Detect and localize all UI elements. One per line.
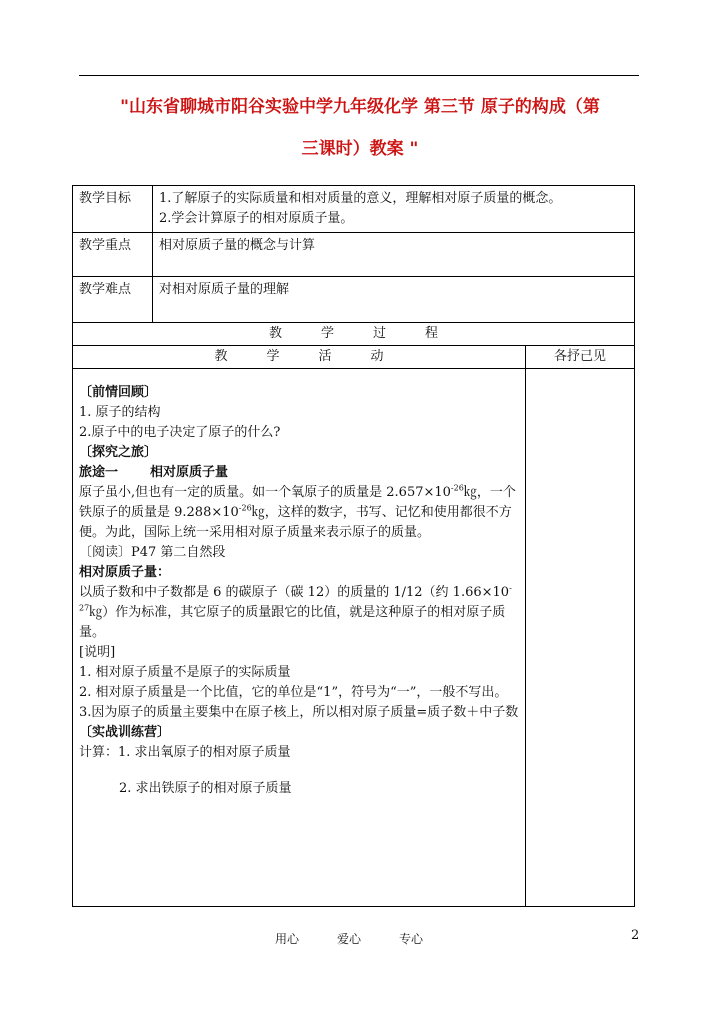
goal-item-2: 2.学会计算原子的相对原质子量。 bbox=[159, 211, 354, 226]
goal-content bbox=[153, 186, 635, 233]
calc-item-2: 2. 求出铁原子的相对原子质量 bbox=[119, 781, 292, 796]
key-row bbox=[73, 233, 635, 277]
activity-header: 教 学 活 动 bbox=[73, 346, 526, 369]
review-item-2: 2.原子中的电子决定了原子的什么? bbox=[79, 425, 281, 440]
practice-heading: 〔实战训练营〕 bbox=[79, 725, 171, 740]
lesson-plan-table bbox=[72, 185, 635, 907]
goal-item-1: 1.了解原子的实际质量和相对质量的意义，理解相对原子质量的概念。 bbox=[159, 191, 562, 206]
definition-heading: 相对原质子量： bbox=[79, 565, 171, 580]
note-item-3: 3.因为原子的质量主要集中在原子核上，所以相对原子质量=质子数＋中子数 bbox=[79, 705, 519, 720]
goal-row bbox=[73, 186, 635, 233]
key-content: 相对原质子量的概念与计算 bbox=[153, 233, 635, 277]
activity-header-row bbox=[73, 346, 635, 369]
mass-paragraph: 原子虽小,但也有一定的质量。如一个氧原子的质量是 $2.657\times 10^{-26}㎏$，一个铁原子的质量是 $9.288\times 10^{-26}㎏$，这样的数字，书写、记忆和使用都很不方便。为此，国际上统一采用相对原子质量来表示原子的质量。 bbox=[79, 483, 516, 540]
opinion-content bbox=[526, 369, 635, 907]
definition-paragraph: 以质子数和中子数都是 6 的碳原子（碳 12）的质量的 1/12（约 $1.66\times 10^{-27}㎏$）作为标准，其它原子的质量跟它的比值，就是这种原子的相对原子质量。 bbox=[79, 583, 512, 640]
goal-label: 教学目标 bbox=[73, 186, 153, 233]
process-header-row bbox=[73, 323, 635, 346]
document-title-line-1: "山东省聊城市阳谷实验中学九年级化学 第三节 原子的构成（第 bbox=[120, 97, 600, 117]
calc-item-1: 计算：1. 求出氧原子的相对原子质量 bbox=[79, 745, 291, 760]
explore-heading: 〔探究之旅〕 bbox=[79, 445, 158, 460]
document-title-line-2: 三课时）教案 " bbox=[301, 139, 419, 159]
difficulty-row bbox=[73, 277, 635, 323]
review-item-1: 1. 原子的结构 bbox=[79, 405, 161, 420]
opinion-header: 各抒己见 bbox=[526, 346, 635, 369]
activity-content bbox=[73, 369, 526, 907]
difficulty-label: 教学难点 bbox=[73, 277, 153, 323]
key-label: 教学重点 bbox=[73, 233, 153, 277]
difficulty-content: 对相对原质子量的理解 bbox=[153, 277, 635, 323]
content-row bbox=[73, 369, 635, 907]
process-header: 教 学 过 程 bbox=[73, 323, 635, 346]
header-rule bbox=[79, 75, 639, 76]
page-number: 2 bbox=[631, 928, 640, 943]
note-item-1: 1. 相对原子质量不是原子的实际质量 bbox=[79, 665, 291, 680]
note-item-2: 2. 相对原子质量是一个比值，它的单位是“1”，符号为“一”，一般不写出。 bbox=[79, 685, 508, 700]
note-heading: [说明] bbox=[79, 645, 116, 660]
footer-mottos: 用心 爱心 专心 bbox=[275, 932, 424, 946]
review-heading: 〔前情回顾〕 bbox=[79, 385, 158, 400]
journey-1-heading: 旅途一 相对原质子量 bbox=[79, 465, 229, 480]
reading-note: 〔阅读〕P47 第二自然段 bbox=[79, 545, 226, 560]
